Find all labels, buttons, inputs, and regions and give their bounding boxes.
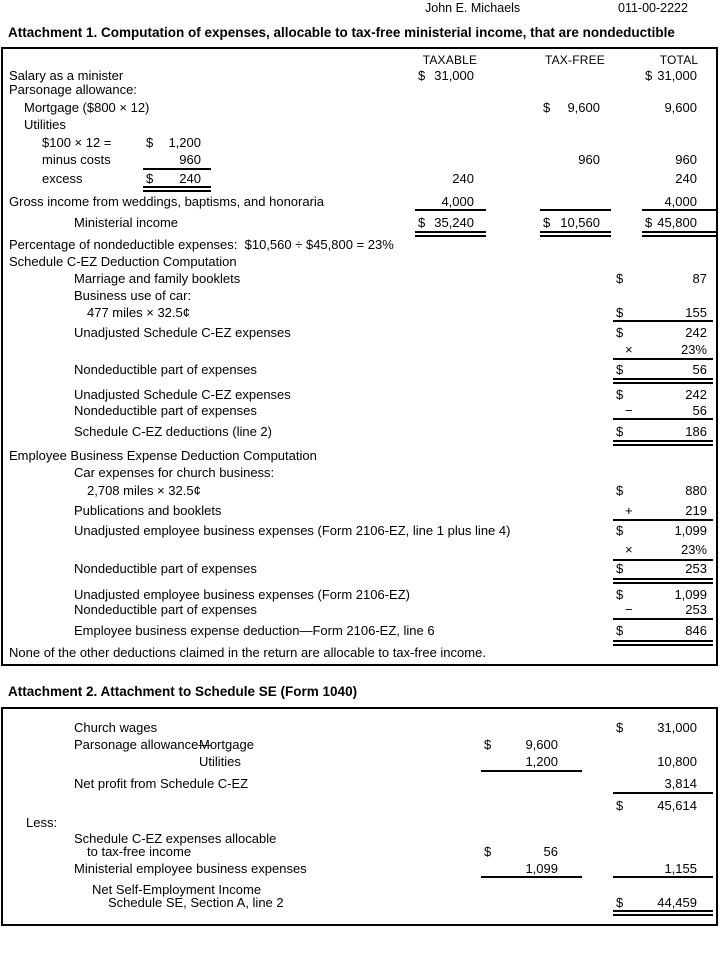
double-underline xyxy=(613,440,713,446)
dollar-sign: $ xyxy=(616,623,624,638)
amount-value: 31,000 xyxy=(434,68,474,83)
amount-value: 10,560 xyxy=(560,215,600,230)
tax-free-amount xyxy=(540,216,610,229)
row-minus-costs xyxy=(3,153,716,166)
amount-value: 31,000 xyxy=(657,720,697,735)
row-nondeductible-3 xyxy=(3,562,716,575)
attachment2-title: Attachment 2. Attachment to Schedule SE (Form 1040) xyxy=(8,684,358,699)
row-label: 477 miles × 32.5¢ xyxy=(87,305,190,320)
row-ebe-section-heading xyxy=(3,449,716,462)
double-underline xyxy=(613,378,713,384)
row-percent-1 xyxy=(3,343,716,356)
row-label: Schedule SE, Section A, line 2 xyxy=(108,895,284,910)
inner-amount xyxy=(143,172,209,185)
taxable-amount xyxy=(415,172,485,185)
amount-value: 253 xyxy=(685,561,707,576)
row-unadjusted-ebe-2 xyxy=(3,588,716,601)
taxable-amount xyxy=(415,216,485,229)
underline xyxy=(143,168,211,170)
row-label: to tax-free income xyxy=(87,844,192,859)
row-label: Less: xyxy=(26,815,58,830)
amount xyxy=(613,306,712,319)
double-underline xyxy=(613,910,713,916)
row-cez-section-heading xyxy=(3,255,716,268)
row-label: Nondeductible part of expenses xyxy=(74,403,257,418)
amount xyxy=(613,425,712,438)
row-label: Utilities xyxy=(199,754,241,769)
double-underline xyxy=(540,231,611,237)
amount-value: 31,000 xyxy=(657,68,697,83)
row-label: Ministerial employee business expenses xyxy=(74,861,307,876)
row-percent-2 xyxy=(3,543,716,556)
amount xyxy=(613,388,712,401)
middle-amount xyxy=(481,738,581,751)
row-label: Nondeductible part of expenses xyxy=(74,602,257,617)
amount-value: 45,800 xyxy=(657,215,697,230)
column-header-row xyxy=(3,54,716,67)
amount-value: 155 xyxy=(685,305,707,320)
total-amount xyxy=(642,216,716,229)
row-cez-deductions xyxy=(3,425,716,438)
attachment2-table xyxy=(1,707,718,926)
row-car-miles-2 xyxy=(3,484,716,497)
row-label: Unadjusted employee business expenses (Form 2106-EZ) xyxy=(74,587,411,602)
total-amount xyxy=(642,101,716,114)
total-amount xyxy=(613,721,712,734)
dollar-sign: $ xyxy=(418,68,426,83)
underline xyxy=(642,209,718,211)
dollar-sign: $ xyxy=(543,215,551,230)
row-label: Mortgage ($800 × 12) xyxy=(24,100,150,115)
amount-value: 9,600 xyxy=(664,100,697,115)
amount xyxy=(613,603,712,616)
row-label: Business use of car: xyxy=(74,288,192,303)
amount xyxy=(613,484,712,497)
row-nondeductible-1 xyxy=(3,363,716,376)
total-amount xyxy=(642,195,716,208)
row-utilities xyxy=(3,118,716,131)
section-heading: Schedule C-EZ Deduction Computation xyxy=(9,254,237,269)
row-publications xyxy=(3,504,716,517)
amount-value: 4,000 xyxy=(441,194,474,209)
row-label: Utilities xyxy=(24,117,66,132)
amount-value: 23% xyxy=(680,342,707,357)
section-heading: Employee Business Expense Deduction Computation xyxy=(9,448,317,463)
dollar-sign: $ xyxy=(484,844,492,859)
double-underline xyxy=(642,231,718,237)
amount-value: 1,155 xyxy=(664,861,697,876)
inner-amount xyxy=(143,153,209,166)
row-ebe-deduction xyxy=(3,624,716,637)
row-label: Schedule C-EZ deductions (line 2) xyxy=(74,424,272,439)
row-label: Nondeductible part of expenses xyxy=(74,362,257,377)
row-net-profit xyxy=(3,777,716,790)
total-amount xyxy=(642,69,716,82)
amount-value: 44,459 xyxy=(657,895,697,910)
dollar-sign: $ xyxy=(543,100,551,115)
dollar-sign: $ xyxy=(616,271,624,286)
amount xyxy=(613,404,712,417)
amount-value: 186 xyxy=(685,424,707,439)
underline xyxy=(540,209,611,211)
row-label: minus costs xyxy=(42,152,111,167)
amount xyxy=(613,543,712,556)
dollar-sign: $ xyxy=(616,483,624,498)
row-sublabel: Mortgage xyxy=(199,737,254,752)
total-amount xyxy=(642,172,716,185)
tax-free-amount xyxy=(540,101,610,114)
taxable-amount xyxy=(415,69,485,82)
amount-value: 253 xyxy=(685,602,707,617)
row-footnote xyxy=(3,646,716,659)
middle-amount xyxy=(481,862,581,875)
amount-value: 3,814 xyxy=(664,776,697,791)
amount-value: 45,614 xyxy=(657,798,697,813)
col-header-total: TOTAL xyxy=(659,53,699,67)
total-amount xyxy=(613,862,712,875)
dollar-sign: $ xyxy=(645,68,653,83)
row-subtotal xyxy=(3,799,716,812)
row-label: Ministerial income xyxy=(74,215,179,230)
underline xyxy=(613,320,713,322)
row-unadjusted-cez-2 xyxy=(3,388,716,401)
amount-value: 240 xyxy=(452,171,474,186)
multiply-operator: × xyxy=(625,542,633,557)
minus-operator: − xyxy=(625,602,633,617)
dollar-sign: $ xyxy=(146,171,154,186)
amount-value: 1,099 xyxy=(674,523,707,538)
row-ministerial-income xyxy=(3,216,716,229)
inner-amount xyxy=(143,136,209,149)
row-gross-income xyxy=(3,195,716,208)
middle-amount xyxy=(481,755,581,768)
amount-value: 242 xyxy=(685,325,707,340)
dollar-sign: $ xyxy=(616,798,624,813)
total-amount xyxy=(613,777,712,790)
dollar-sign: $ xyxy=(616,424,624,439)
amount xyxy=(613,624,712,637)
row-label: Unadjusted employee business expenses (Form 2106-EZ, line 1 plus line 4) xyxy=(74,523,511,538)
amount-value: 1,099 xyxy=(674,587,707,602)
amount-value: 960 xyxy=(578,152,600,167)
underline xyxy=(613,792,713,794)
dollar-sign: $ xyxy=(616,561,624,576)
dollar-sign: $ xyxy=(616,523,624,538)
amount xyxy=(613,272,712,285)
amount-value: 846 xyxy=(685,623,707,638)
dollar-sign: $ xyxy=(484,737,492,752)
row-unadjusted-ebe-1 xyxy=(3,524,716,537)
row-salary xyxy=(3,69,716,82)
row-label: Gross income from weddings, baptisms, and honoraria xyxy=(9,194,325,209)
amount-value: 9,600 xyxy=(567,100,600,115)
amount-value: 1,200 xyxy=(168,135,201,150)
amount-value: 56 xyxy=(692,362,707,377)
row-excess xyxy=(3,172,716,185)
amount-value: 240 xyxy=(675,171,697,186)
row-unadjusted-cez-1 xyxy=(3,326,716,339)
amount xyxy=(613,524,712,537)
row-label: Unadjusted Schedule C-EZ expenses xyxy=(74,387,291,402)
row-car-miles xyxy=(3,306,716,319)
amount-value: 219 xyxy=(685,503,707,518)
row-label: Net Self-Employment Income xyxy=(92,882,262,897)
amount-value: 242 xyxy=(685,387,707,402)
underline xyxy=(613,358,713,360)
double-underline xyxy=(415,231,486,237)
row-parsonage-utilities xyxy=(3,755,716,768)
amount-value: 880 xyxy=(685,483,707,498)
row-percentage-note xyxy=(3,238,716,251)
row-label: Schedule C-EZ expenses allocable xyxy=(74,831,277,846)
row-car-expenses xyxy=(3,466,716,479)
row-label: Percentage of nondeductible expenses: $10,560 ÷ $45,800 = 23% xyxy=(9,237,394,252)
row-label: 2,708 miles × 32.5¢ xyxy=(87,483,201,498)
dollar-sign: $ xyxy=(146,135,154,150)
taxpayer-name: John E. Michaels xyxy=(425,1,521,15)
middle-amount xyxy=(481,845,581,858)
row-label: Parsonage allowance: xyxy=(9,82,137,97)
row-parsonage-mortgage xyxy=(3,738,716,751)
row-label: Nondeductible part of expenses xyxy=(74,561,257,576)
row-less xyxy=(3,816,716,829)
amount-value: 9,600 xyxy=(525,737,558,752)
amount-value: 35,240 xyxy=(434,215,474,230)
dollar-sign: $ xyxy=(616,587,624,602)
amount-value: 23% xyxy=(680,542,707,557)
amount-value: 1,200 xyxy=(525,754,558,769)
dollar-sign: $ xyxy=(645,215,653,230)
total-amount xyxy=(642,153,716,166)
row-label: Employee business expense deduction—Form 2106-EZ, line 6 xyxy=(74,623,435,638)
row-label: Publications and booklets xyxy=(74,503,222,518)
underline xyxy=(481,876,582,878)
row-label: excess xyxy=(42,171,83,186)
row-business-car xyxy=(3,289,716,302)
taxpayer-id: 011-00-2222 xyxy=(618,1,688,15)
amount xyxy=(613,326,712,339)
dollar-sign: $ xyxy=(616,895,624,910)
underline xyxy=(613,618,713,620)
row-label: $100 × 12 = xyxy=(42,135,112,150)
dollar-sign: $ xyxy=(616,325,624,340)
amount-value: 10,800 xyxy=(657,754,697,769)
row-utilities-calc xyxy=(3,136,716,149)
row-label: Net profit from Schedule C-EZ xyxy=(74,776,249,791)
minus-operator: − xyxy=(625,403,633,418)
row-cez-allocable-2 xyxy=(3,845,716,858)
double-underline xyxy=(613,578,713,584)
amount-value: 4,000 xyxy=(664,194,697,209)
underline xyxy=(613,519,713,521)
row-label: Unadjusted Schedule C-EZ expenses xyxy=(74,325,291,340)
row-label: Marriage and family booklets xyxy=(74,271,241,286)
amount-value: 56 xyxy=(543,844,558,859)
row-ministerial-expenses xyxy=(3,862,716,875)
row-label: Church wages xyxy=(74,720,158,735)
underline xyxy=(481,770,582,772)
col-header-tax-free: TAX-FREE xyxy=(544,53,606,67)
amount-value: 960 xyxy=(675,152,697,167)
row-nondeductible-4 xyxy=(3,603,716,616)
row-label: Car expenses for church business: xyxy=(74,465,275,480)
row-label: Parsonage allowance— xyxy=(74,737,212,752)
amount xyxy=(613,504,712,517)
row-booklets xyxy=(3,272,716,285)
row-label: Salary as a minister xyxy=(9,68,124,83)
col-header-taxable: TAXABLE xyxy=(422,53,478,67)
dollar-sign: $ xyxy=(616,720,624,735)
amount xyxy=(613,343,712,356)
dollar-sign: $ xyxy=(616,362,624,377)
dollar-sign: $ xyxy=(418,215,426,230)
amount-value: 87 xyxy=(692,271,707,286)
dollar-sign: $ xyxy=(616,305,624,320)
amount xyxy=(613,562,712,575)
row-nondeductible-2 xyxy=(3,404,716,417)
amount-value: 960 xyxy=(179,152,201,167)
total-amount xyxy=(613,755,712,768)
multiply-operator: × xyxy=(625,342,633,357)
amount xyxy=(613,363,712,376)
amount-value: 56 xyxy=(692,403,707,418)
dollar-sign: $ xyxy=(616,387,624,402)
underline xyxy=(613,418,713,420)
amount-value: 240 xyxy=(179,171,201,186)
taxable-amount xyxy=(415,195,485,208)
footnote-text: None of the other deductions claimed in the return are allocable to tax-free income. xyxy=(9,645,486,660)
row-mortgage xyxy=(3,101,716,114)
amount-value: 1,099 xyxy=(525,861,558,876)
underline xyxy=(415,209,486,211)
amount xyxy=(613,588,712,601)
plus-operator: + xyxy=(625,503,633,518)
underline xyxy=(613,876,713,878)
row-parsonage-allowance xyxy=(3,83,716,96)
total-amount xyxy=(613,799,712,812)
attachment1-title: Attachment 1. Computation of expenses, allocable to tax-free ministerial income, that are nondeductible xyxy=(8,25,675,40)
attachment1-table xyxy=(1,47,718,666)
row-church-wages xyxy=(3,721,716,734)
total-amount xyxy=(613,896,712,909)
tax-free-amount xyxy=(540,153,610,166)
row-net-se-income-2 xyxy=(3,896,716,909)
double-underline xyxy=(143,186,211,192)
